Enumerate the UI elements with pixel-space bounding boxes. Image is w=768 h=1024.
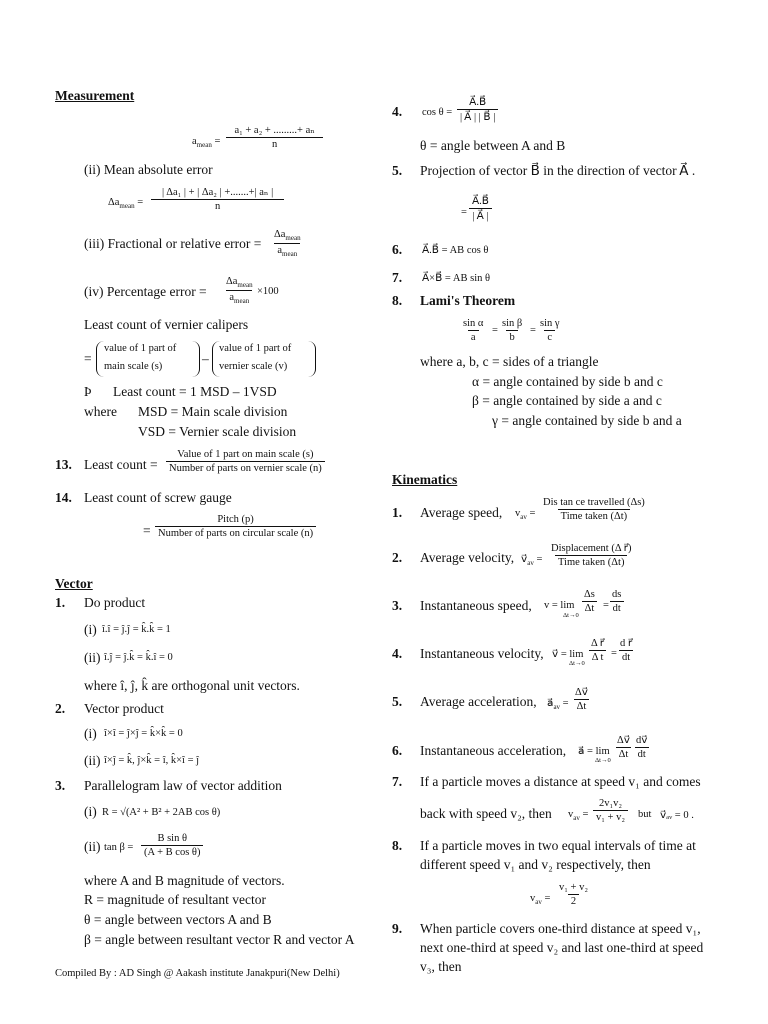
v1-ii-equation: î.ĵ = ĵ.k̂ = k̂.î = 0 (104, 652, 173, 663)
k3-number: 3. (392, 598, 403, 613)
lami-eq-1: = (492, 325, 498, 336)
where-label: where (84, 404, 117, 419)
item-14-fraction: Pitch (p) Number of parts on circular scale (n) (155, 514, 316, 539)
k7-fraction: $\frac{\text{2v₁v₂}}{\text{v₁ + v₂}}$ (593, 798, 628, 823)
dmean-denominator: n (151, 199, 284, 212)
k2-number: 2. (392, 550, 403, 565)
v3-ii-fraction: $\frac{\text{B sin θ}}{\text{(A + B cos θ)}}$ (141, 833, 203, 858)
lami-eq-2: = (530, 325, 536, 336)
item-13-fraction: Value of 1 part on main scale (s) Number of parts on vernier scale (n) (166, 449, 325, 474)
k2-fraction: Displacement (Δ r⃗) Time taken (Δt) (551, 543, 632, 568)
amean-fraction (226, 124, 323, 150)
lami-gamma-def: γ = angle contained by side b and a (492, 413, 682, 428)
k2-lhs: $v⃗_{av}$ = (521, 554, 543, 568)
dmean-numerator: | Δa₁ | + | Δa₂ | +.......+| aₙ | (162, 187, 274, 198)
item-14-label: Least count of screw gauge (84, 490, 232, 505)
r4-theta-def: θ = angle between A and B (420, 138, 566, 153)
v1-i-equation: î.î = ĵ.ĵ = k̂.k̂ = 1 (102, 624, 171, 635)
v2-label: Vector product (84, 701, 164, 716)
k6-fraction-2: $\frac{dv⃗}{dt}$ (636, 735, 648, 760)
k9-line2: next one-third at speed v₂ and last one-third at speed (420, 940, 704, 955)
v3-where: where A and B magnitude of vectors. (84, 873, 285, 888)
lc-minus: – (202, 351, 209, 366)
amean-lhs: $a_{mean}$ = (192, 136, 221, 150)
r6-equation: A⃗.B⃗ = AB cos θ (422, 245, 489, 256)
k9-line3: v₃, then (420, 959, 462, 974)
v2-ii-label: (ii) (84, 753, 101, 768)
k1-label: Average speed, (420, 505, 503, 520)
lc-equals: = (84, 351, 92, 366)
v1-label: Do product (84, 595, 146, 610)
percentage-error-label: (iv) Percentage error = (84, 284, 207, 299)
item-14-number: 14. (55, 490, 72, 505)
vector-heading: Vector (55, 576, 93, 591)
r4-lhs: cos θ = (422, 107, 453, 118)
r8-label: Lami's Theorem (420, 293, 516, 308)
r7-number: 7. (392, 270, 403, 285)
r4-number: 4. (392, 104, 403, 119)
v3-beta-def: β = angle between resultant vector R and vector A (84, 932, 355, 947)
k6-number: 6. (392, 743, 403, 758)
kinematics-heading: Kinematics (392, 472, 458, 487)
r4-fraction: $\frac{A⃗.B⃗}{| A⃗ | | B⃗ |}$ (457, 96, 498, 123)
r7-equation: A⃗×B⃗ = AB sin θ (422, 273, 491, 284)
k4-fraction-1: $\frac{\text{Δ r⃗}}{\text{Δ t}}$ (588, 637, 607, 663)
v3-i-equation: R = √(A² + B² + 2AB cos θ) (102, 807, 221, 818)
lami-where: where a, b, c = sides of a triangle (420, 354, 599, 369)
v3-number: 3. (55, 778, 66, 793)
lc-vernier-label: Least count of vernier calipers (84, 317, 249, 332)
k8-number: 8. (392, 838, 403, 853)
k8-line1: If a particle moves in two equal intervals of time at (420, 838, 696, 853)
amean-numerator: a₁ + a₂ + .........+ aₙ (234, 125, 315, 136)
dmean-lhs: $\Delta a_{mean}$ = (108, 197, 144, 211)
k8-line2: different speed v₁ and v₂ respectively, then (420, 857, 651, 872)
k2-label: Average velocity, (420, 550, 515, 565)
k9-number: 9. (392, 921, 403, 936)
k8-fraction: $\frac{\text{v₁ + v₂}}{2}$ (559, 882, 588, 907)
k4-label: Instantaneous velocity, (420, 646, 544, 661)
v2-i-label: (i) (84, 726, 97, 741)
item-13-label: Least count = (84, 457, 158, 472)
lc-msd-vsd: Least count = 1 MSD – 1VSD (113, 384, 277, 399)
v1-number: 1. (55, 595, 66, 610)
lami-alpha-def: α = angle contained by side b and c (472, 374, 663, 389)
k4-equals: = (611, 648, 617, 659)
k4-limit: Δt→0 (569, 660, 585, 667)
v1-ii-label: (ii) (84, 650, 101, 665)
lami-frac-gamma: $\frac{\text{sin γ}}{c}$ (540, 318, 560, 343)
k1-number: 1. (392, 505, 403, 520)
lami-frac-alpha: $\frac{\text{sin α}}{a}$ (463, 318, 484, 343)
k3-label: Instantaneous speed, (420, 598, 532, 613)
amean-denominator: n (226, 137, 323, 150)
v3-label: Parallelogram law of vector addition (84, 778, 282, 793)
v3-ii-label: (ii) (84, 839, 101, 854)
r8-number: 8. (392, 293, 403, 308)
r6-number: 6. (392, 242, 403, 257)
k4-number: 4. (392, 646, 403, 661)
k9-line1: When particle covers one-third distance at speed v₁, (420, 921, 701, 936)
k6-fraction-1: $\frac{\Delta v⃗}{\Delta t}$ (617, 735, 630, 760)
k7-number: 7. (392, 774, 403, 789)
v1-where: where î, ĵ, k̂ are orthogonal unit vectors. (84, 678, 300, 693)
k3-lhs: v = lim (544, 600, 575, 611)
brace-main-scale-line1: value of 1 part of (104, 343, 177, 354)
k3-equals: = (603, 600, 609, 611)
k6-limit: Δt→0 (595, 757, 611, 764)
brace-vernier-scale-line1: value of 1 part of (219, 343, 292, 354)
v3-i-label: (i) (84, 804, 97, 819)
v2-i-equation: î×î = ĵ×ĵ = k̂×k̂ = 0 (104, 728, 183, 739)
percentage-error-multiplier: ×100 (257, 286, 279, 297)
fractional-error-fraction: $\Delta a_{mean}$ $a_{mean}$ (274, 229, 301, 259)
r5-number: 5. (392, 163, 403, 178)
k5-label: Average acceleration, (420, 694, 537, 709)
v2-number: 2. (55, 701, 66, 716)
k3-fraction-2: $\frac{ds}{dt}$ (609, 589, 624, 614)
item-14-equals: = (143, 523, 151, 538)
v3-theta-def: θ = angle between vectors A and B (84, 912, 272, 927)
k3-limit: Δt→0 (563, 612, 579, 619)
k7-tail: v⃗ₐᵥ = 0 . (660, 810, 694, 821)
k5-fraction: $\frac{\Delta v⃗}{\Delta t}$ (575, 687, 588, 712)
k6-label: Instantaneous acceleration, (420, 743, 567, 758)
footer-credit: Compiled By : AD Singh @ Aakash institute Janakpuri(New Delhi) (55, 968, 340, 979)
k7-but: but (638, 809, 652, 820)
r5-label: Projection of vector B⃗ in the direction of vector A⃗ . (420, 163, 696, 178)
brace-vernier-scale-line2: vernier scale (v) (219, 361, 288, 372)
k6-lhs: a⃗ = lim (578, 746, 610, 757)
mae-label: (ii) Mean absolute error (84, 162, 213, 177)
msd-definition: MSD = Main scale division (138, 404, 288, 419)
lami-frac-beta: $\frac{\text{sin β}}{b}$ (502, 318, 523, 343)
v2-ii-equation: î×ĵ = k̂, ĵ×k̂ = î, k̂×î = ĵ (104, 755, 200, 766)
r5-fraction: $\frac{A⃗.B⃗}{| A⃗ |}$ (469, 195, 492, 222)
v3-ii-lhs: tan β = (104, 842, 134, 853)
v3-r-def: R = magnitude of resultant vector (84, 892, 266, 907)
measurement-heading: Measurement (55, 88, 135, 103)
k7-line2: back with speed v₂, then (420, 806, 552, 821)
lami-beta-def: β = angle contained by side a and c (472, 393, 662, 408)
k1-lhs: $v_{av}$ = (515, 508, 536, 522)
v1-i-label: (i) (84, 622, 97, 637)
fractional-error-label: (iii) Fractional or relative error = (84, 236, 262, 251)
percentage-error-fraction: $\Delta a_{mean}$ $a_{mean}$ (226, 276, 253, 306)
r5-equals: = (461, 207, 467, 218)
k7-line1: If a particle moves a distance at speed v₁ and comes (420, 774, 701, 789)
k8-lhs: $v_{av}$ = (530, 893, 551, 907)
k1-fraction: Dis tan ce travelled (Δs) Time taken (Δt) (543, 497, 645, 522)
vsd-definition: VSD = Vernier scale division (138, 424, 297, 439)
k4-fraction-2: $\frac{\text{d r⃗}}{dt}$ (620, 638, 633, 663)
k3-fraction-1: $\frac{\Delta s}{\Delta t}$ (581, 589, 598, 614)
item-13-number: 13. (55, 457, 72, 472)
k7-lhs: $v_{av}$ = (568, 809, 589, 823)
implies-symbol: Þ (84, 384, 92, 399)
brace-main-scale-line2: main scale (s) (104, 361, 163, 372)
k5-number: 5. (392, 694, 403, 709)
k5-lhs: $a⃗_{av}$ = (547, 698, 569, 712)
k4-lhs: v⃗ = lim (552, 649, 584, 660)
dmean-fraction (151, 186, 284, 212)
